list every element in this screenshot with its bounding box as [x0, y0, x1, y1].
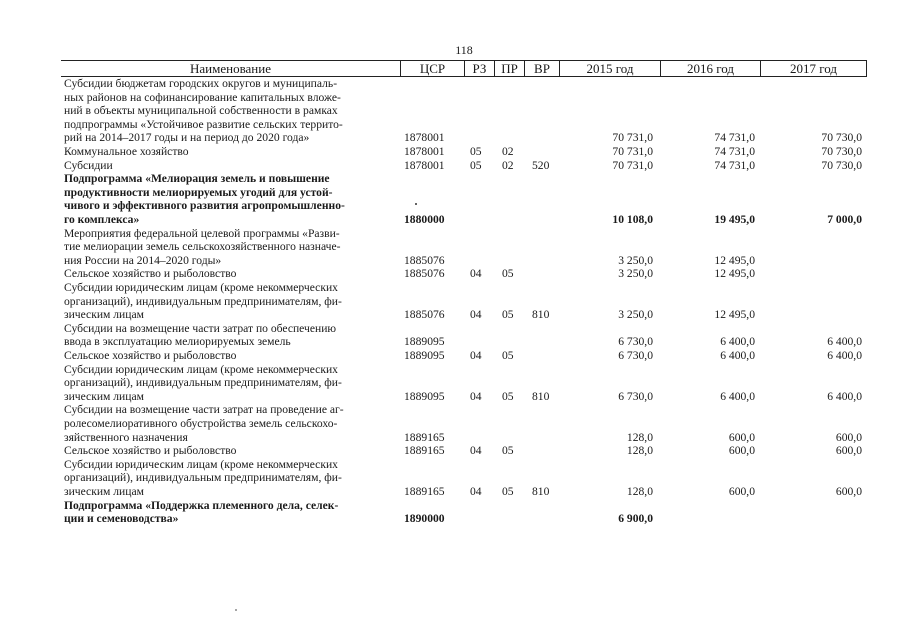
row-value-2016: 600,0 [728, 444, 755, 458]
row-rz: 04 [470, 348, 482, 362]
header-csr: ЦСР [400, 61, 464, 76]
row-name: Субсидии на возмещение части затрат на проведение аг- ролесомелиоративного обустройства земель сельскохо- зяйственного назначения [64, 403, 344, 444]
row-pr: 05 [502, 484, 514, 498]
row-csr: 1878001 [404, 145, 445, 158]
row-rz: 05 [470, 145, 482, 158]
row-value-2017: 70 730,0 [821, 158, 862, 172]
row-value-2016: 74 731,0 [714, 131, 755, 145]
row-value-2017: 600,0 [835, 444, 862, 458]
row-value-2016: 600,0 [728, 484, 755, 498]
row-name: Сельское хозяйство и рыболовство [64, 267, 237, 281]
row-pr: 05 [502, 348, 514, 362]
row-csr: 1889095 [404, 348, 445, 362]
header-2015: 2015 год [559, 61, 660, 76]
row-csr: 1880000 [404, 212, 445, 226]
table-header [61, 60, 867, 77]
row-value-2016: 74 731,0 [714, 158, 755, 172]
row-value-2015: 6 730,0 [618, 389, 653, 403]
row-vr: 810 [532, 389, 550, 403]
row-name: Субсидии [64, 158, 113, 172]
row-rz: 04 [470, 267, 482, 281]
table-row [0, 322, 905, 349]
row-csr: 1878001 [404, 158, 445, 172]
row-value-2016: 6 400,0 [720, 348, 755, 362]
row-value-2015: 6 900,0 [618, 512, 653, 526]
row-csr: 1878001 [404, 131, 445, 145]
table-row [0, 145, 905, 159]
table-row [0, 444, 905, 458]
table-row [0, 349, 905, 363]
row-value-2015: 6 730,0 [618, 348, 653, 362]
header-2017: 2017 год [760, 61, 867, 76]
row-csr: 1885076 [404, 308, 445, 322]
table-row [0, 159, 905, 173]
scan-speck [235, 609, 237, 611]
table-row [0, 172, 905, 226]
row-csr: 1889165 [404, 484, 445, 498]
row-pr: 05 [502, 308, 514, 322]
row-pr: 05 [502, 389, 514, 403]
row-csr: 1889095 [404, 389, 445, 403]
row-value-2015: 128,0 [626, 484, 653, 498]
row-value-2017: 7 000,0 [827, 212, 862, 226]
row-value-2015: 128,0 [626, 430, 653, 444]
row-value-2016: 19 495,0 [714, 212, 755, 226]
row-rz: 05 [470, 158, 482, 172]
row-value-2017: 70 730,0 [821, 131, 862, 145]
row-name: Субсидии на возмещение части затрат по обеспечению ввода в эксплуатацию мелиорируемых земель [64, 321, 337, 349]
row-rz: 04 [470, 444, 482, 458]
row-value-2016: 12 495,0 [714, 253, 755, 267]
page-number: 118 [455, 43, 473, 57]
row-value-2015: 3 250,0 [618, 267, 653, 281]
row-name: Подпрограмма «Мелиорация земель и повышение продуктивности мелиорируемых угодий для устой- чивого и эффективного развития агропромышленно- го комплекса» [64, 172, 345, 226]
row-rz: 04 [470, 389, 482, 403]
scan-speck [415, 203, 417, 205]
row-pr: 05 [502, 444, 514, 458]
row-csr: 1889165 [404, 430, 445, 444]
row-value-2017: 6 400,0 [827, 348, 862, 362]
row-name: Сельское хозяйство и рыболовство [64, 348, 237, 362]
row-value-2015: 3 250,0 [618, 253, 653, 267]
row-rz: 04 [470, 484, 482, 498]
row-vr: 810 [532, 484, 550, 498]
header-2016: 2016 год [660, 61, 760, 76]
row-value-2016: 600,0 [728, 430, 755, 444]
row-csr: 1890000 [404, 512, 445, 526]
row-rz: 04 [470, 308, 482, 322]
header-name: Наименование [190, 61, 271, 76]
row-value-2015: 3 250,0 [618, 308, 653, 322]
row-name: Субсидии юридическим лицам (кроме некоммерческих организаций), индивидуальным предпринимателям, фи- зическим лицам [64, 457, 342, 498]
row-value-2015: 6 730,0 [618, 335, 653, 349]
row-name: Субсидии юридическим лицам (кроме некоммерческих организаций), индивидуальным предпринимателям, фи- зическим лицам [64, 362, 342, 403]
row-csr: 1889095 [404, 335, 445, 349]
row-value-2016: 6 400,0 [720, 389, 755, 403]
row-value-2016: 6 400,0 [720, 335, 755, 349]
row-value-2016: 74 731,0 [714, 145, 755, 158]
row-name: Субсидии бюджетам городских округов и муниципаль- ных районов на софинансирование капитальных вложе- ний в объекты муниципальной собственности в рамках подпрограммы «Устойчивое развитие сельских террито- рий на 2014–2017 годы и на период до 2020 года» [64, 77, 343, 145]
row-value-2015: 70 731,0 [612, 131, 653, 145]
header-vr: ВР [524, 61, 559, 76]
row-name: Субсидии юридическим лицам (кроме некоммерческих организаций), индивидуальным предпринимателям, фи- зическим лицам [64, 280, 342, 322]
header-rz: РЗ [464, 61, 494, 76]
table-row [0, 267, 905, 281]
row-value-2015: 128,0 [626, 444, 653, 458]
row-vr: 810 [532, 308, 550, 322]
table-row [0, 281, 905, 322]
row-pr: 02 [502, 145, 514, 158]
row-value-2015: 70 731,0 [612, 158, 653, 172]
row-csr: 1885076 [404, 267, 445, 281]
row-value-2015: 70 731,0 [612, 145, 653, 158]
table-row [0, 363, 905, 404]
row-name: Мероприятия федеральной целевой программы «Разви- тие мелиорации земель сельскохозяйственного назначе- ния России на 2014–2020 годы» [64, 226, 341, 267]
table-row [0, 403, 905, 444]
row-value-2017: 600,0 [835, 430, 862, 444]
table-row [0, 77, 905, 145]
row-csr: 1885076 [404, 253, 445, 267]
row-csr: 1889165 [404, 444, 445, 458]
row-name: Коммунальное хозяйство [64, 145, 189, 158]
table-row [0, 499, 905, 526]
header-pr: ПР [494, 61, 524, 76]
row-value-2017: 600,0 [835, 484, 862, 498]
row-name: Подпрограмма «Поддержка племенного дела, селек- ции и семеноводства» [64, 498, 339, 526]
table-row [0, 458, 905, 499]
row-vr: 520 [532, 158, 550, 172]
row-name: Сельское хозяйство и рыболовство [64, 444, 237, 458]
row-pr: 05 [502, 267, 514, 281]
row-value-2017: 6 400,0 [827, 335, 862, 349]
row-pr: 02 [502, 158, 514, 172]
row-value-2017: 6 400,0 [827, 389, 862, 403]
table-row [0, 227, 905, 268]
table-body [0, 77, 905, 526]
row-value-2015: 10 108,0 [612, 212, 653, 226]
row-value-2016: 12 495,0 [714, 267, 755, 281]
row-value-2016: 12 495,0 [714, 308, 755, 322]
row-value-2017: 70 730,0 [821, 145, 862, 158]
